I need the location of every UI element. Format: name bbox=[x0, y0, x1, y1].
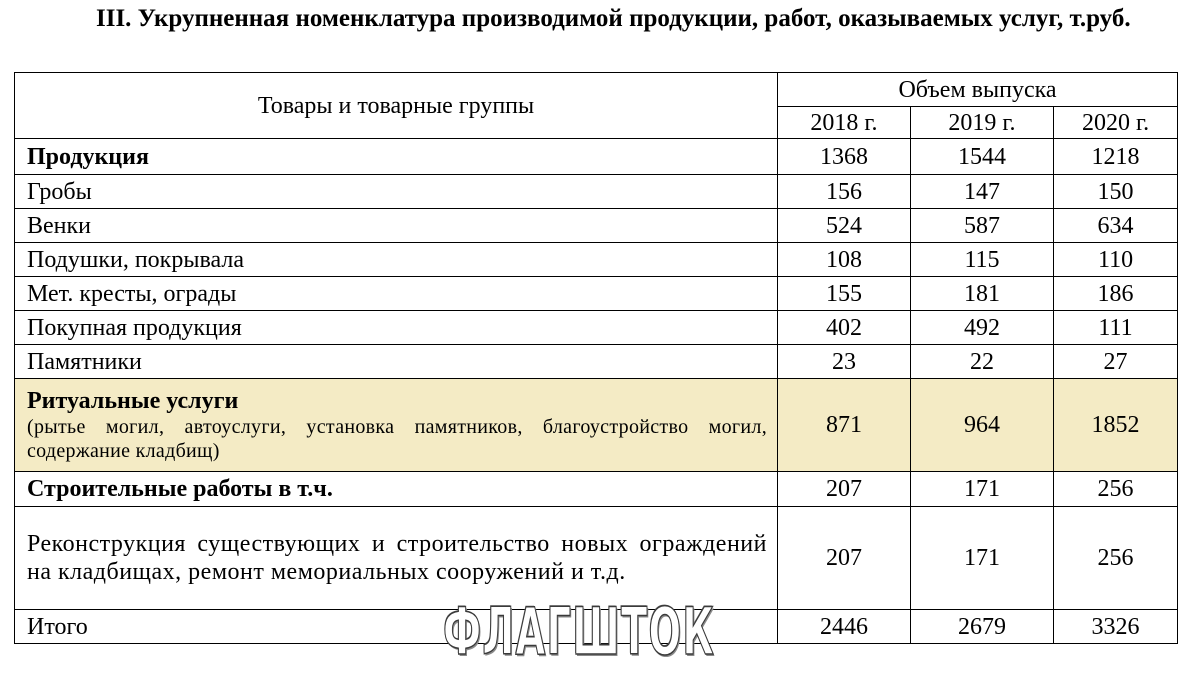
year-header-2018: 2018 г. bbox=[778, 107, 911, 139]
table-row bbox=[15, 209, 1178, 243]
row-name: Мет. кресты, ограды bbox=[15, 277, 778, 311]
value-2020: 1852 bbox=[1054, 379, 1178, 472]
value-2018: 2446 bbox=[778, 610, 911, 644]
table-row bbox=[15, 345, 1178, 379]
value-2019: 2679 bbox=[911, 610, 1054, 644]
row-name-cell bbox=[15, 379, 778, 472]
table-row bbox=[15, 139, 1178, 175]
goods-column-header: Товары и товарные группы bbox=[15, 73, 778, 139]
year-header-2020: 2020 г. bbox=[1054, 107, 1178, 139]
header-row-top bbox=[15, 73, 1178, 107]
value-2020: 111 bbox=[1054, 311, 1178, 345]
value-2019: 964 bbox=[911, 379, 1054, 472]
value-2018: 108 bbox=[778, 243, 911, 277]
value-2018: 156 bbox=[778, 175, 911, 209]
value-2019: 22 bbox=[911, 345, 1054, 379]
value-2018: 207 bbox=[778, 507, 911, 610]
value-2019: 115 bbox=[911, 243, 1054, 277]
row-note: (рытье могил, автоуслуги, установка памятников, благоустройство могил, содержание кладбищ) bbox=[27, 416, 767, 462]
value-2020: 1218 bbox=[1054, 139, 1178, 175]
watermark-logo: ФЛАГШТОК bbox=[443, 592, 716, 670]
value-2019: 171 bbox=[911, 472, 1054, 507]
value-2018: 402 bbox=[778, 311, 911, 345]
value-2020: 256 bbox=[1054, 472, 1178, 507]
row-name: Ритуальные услуги bbox=[27, 388, 239, 414]
value-2018: 23 bbox=[778, 345, 911, 379]
table-row bbox=[15, 311, 1178, 345]
row-name: Покупная продукция bbox=[15, 311, 778, 345]
value-2020: 110 bbox=[1054, 243, 1178, 277]
value-2020: 27 bbox=[1054, 345, 1178, 379]
value-2020: 186 bbox=[1054, 277, 1178, 311]
volume-column-header: Объем выпуска bbox=[778, 73, 1178, 107]
row-name: Итого bbox=[15, 610, 778, 644]
row-name: Продукция bbox=[15, 139, 778, 175]
row-name: Памятники bbox=[15, 345, 778, 379]
value-2019: 181 bbox=[911, 277, 1054, 311]
value-2020: 3326 bbox=[1054, 610, 1178, 644]
value-2020: 634 bbox=[1054, 209, 1178, 243]
table-row bbox=[15, 277, 1178, 311]
row-name: Подушки, покрывала bbox=[15, 243, 778, 277]
value-2018: 524 bbox=[778, 209, 911, 243]
value-2018: 1368 bbox=[778, 139, 911, 175]
row-name: Гробы bbox=[15, 175, 778, 209]
value-2020: 256 bbox=[1054, 507, 1178, 610]
value-2018: 871 bbox=[778, 379, 911, 472]
table-row bbox=[15, 175, 1178, 209]
table-row bbox=[15, 243, 1178, 277]
value-2019: 147 bbox=[911, 175, 1054, 209]
nomenclature-table bbox=[14, 72, 1178, 644]
value-2020: 150 bbox=[1054, 175, 1178, 209]
table-row-highlighted bbox=[15, 379, 1178, 472]
value-2019: 587 bbox=[911, 209, 1054, 243]
row-name: Строительные работы в т.ч. bbox=[15, 472, 778, 507]
value-2019: 492 bbox=[911, 311, 1054, 345]
value-2018: 155 bbox=[778, 277, 911, 311]
row-name: Реконструкция существующих и строительство новых ограждений на кладбищах, ремонт мемориальных сооружений и т.д. bbox=[27, 531, 767, 585]
value-2019: 171 bbox=[911, 507, 1054, 610]
table-row bbox=[15, 472, 1178, 507]
year-header-2019: 2019 г. bbox=[911, 107, 1054, 139]
section-title: III. Укрупненная номенклатура производимой продукции, работ, оказываемых услуг, т.руб. bbox=[96, 5, 1131, 32]
row-name: Венки bbox=[15, 209, 778, 243]
value-2018: 207 bbox=[778, 472, 911, 507]
value-2019: 1544 bbox=[911, 139, 1054, 175]
